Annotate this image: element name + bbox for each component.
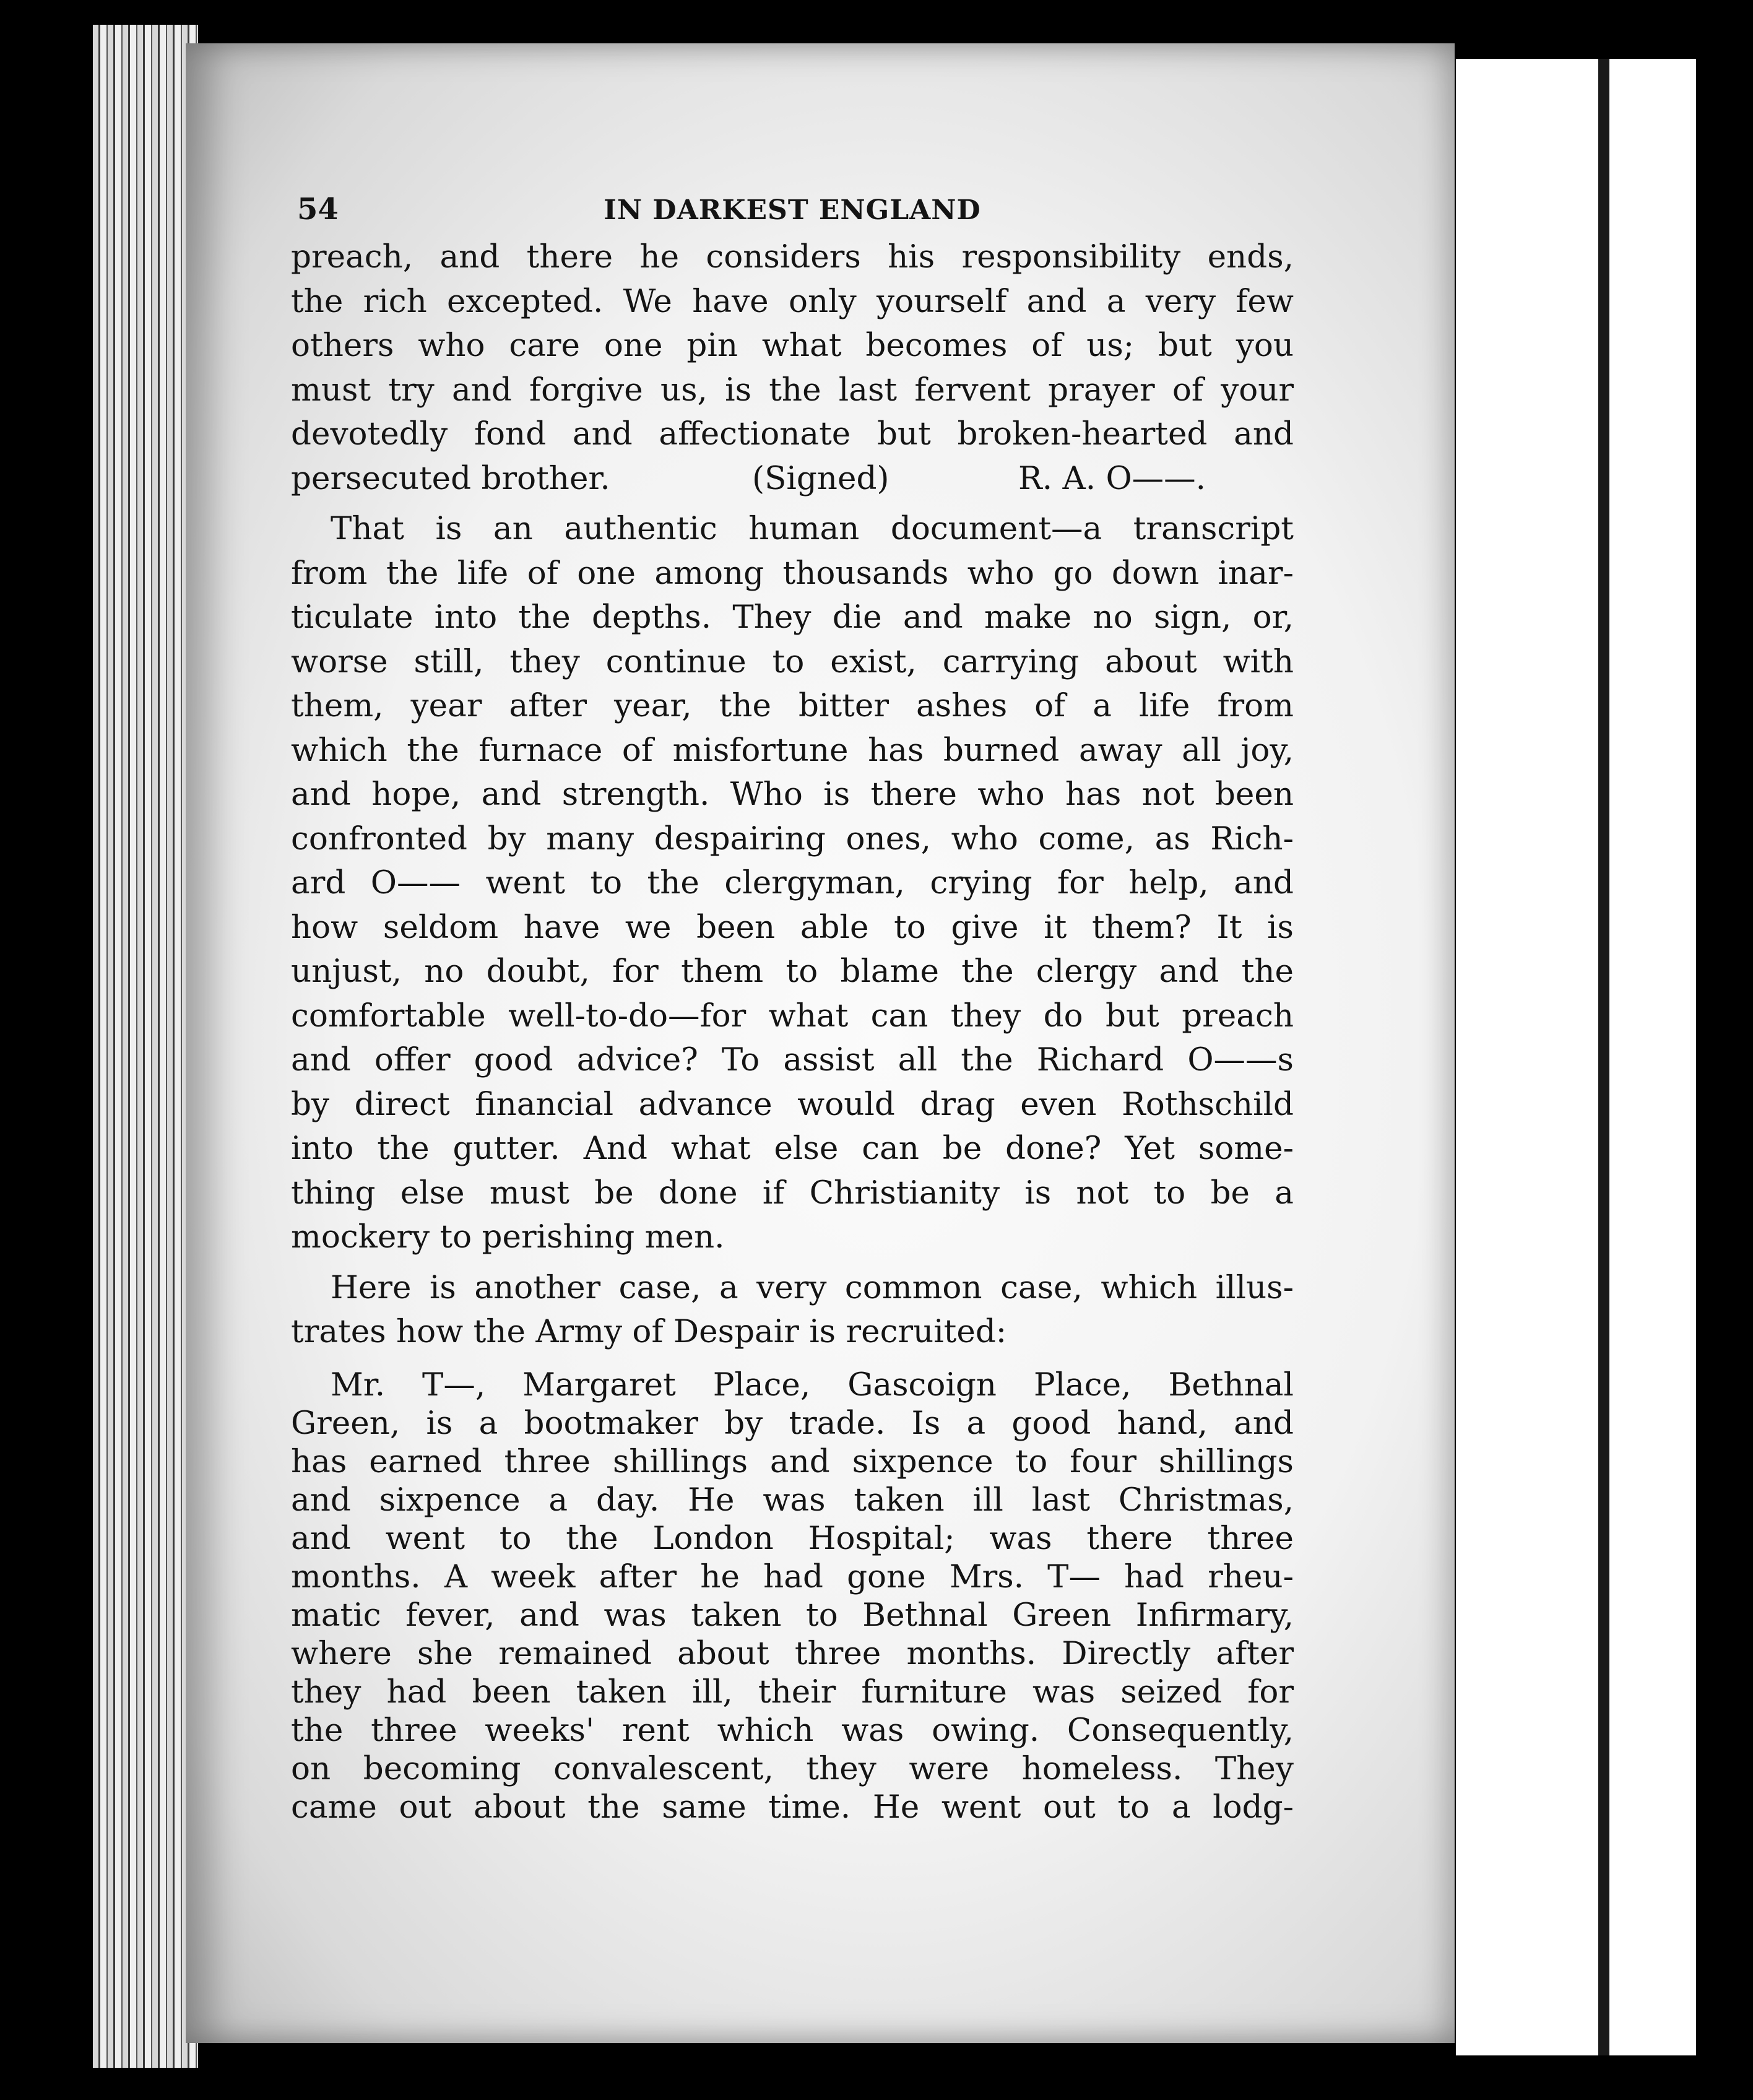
facing-page — [1456, 59, 1598, 2055]
text-line: thing else must be done if Christianity is not to be a — [291, 1174, 1294, 1212]
book-binding-edges — [93, 25, 198, 2068]
text-line: how seldom have we been able to give it them? It is — [291, 908, 1294, 946]
text-line: and hope, and strength. Who is there who has not been — [291, 776, 1294, 813]
signature-closing: persecuted brother. — [291, 459, 610, 497]
page-header — [291, 186, 1294, 235]
page-gutter — [1598, 59, 1609, 2055]
signature-line — [291, 457, 1294, 501]
signature-name: R. A. O——. — [1018, 459, 1206, 497]
text-line: and sixpence a day. He was taken ill last Christmas, — [291, 1481, 1294, 1519]
signature-label: (Signed) — [752, 459, 889, 497]
text-line: confronted by many despairing ones, who come, as Rich- — [291, 820, 1294, 857]
paragraph-case-study — [291, 1366, 1294, 1826]
text-line: Here is another case, a very common case, which illus- — [331, 1269, 1294, 1306]
text-line: them, year after year, the bitter ashes of a life from — [291, 687, 1294, 724]
text-line: on becoming convalescent, they were homeless. They — [291, 1750, 1294, 1787]
text-line: months. A week after he had gone Mrs. T— had rheu- — [291, 1558, 1294, 1595]
text-line: which the furnace of misfortune has burned away all joy, — [291, 731, 1294, 769]
text-line: others who care one pin what becomes of us; but you — [291, 327, 1294, 364]
text-line: worse still, they continue to exist, carrying about with — [291, 643, 1294, 680]
text-line: trates how the Army of Despair is recruited: — [291, 1313, 1007, 1350]
text-line: and offer good advice? To assist all the Richard O——s — [291, 1041, 1294, 1078]
facing-page-edge — [1609, 59, 1696, 2055]
text-line: has earned three shillings and sixpence to four shillings — [291, 1443, 1294, 1480]
text-line: by direct financial advance would drag even Rothschild — [291, 1085, 1294, 1123]
text-line: That is an authentic human document—a transcript — [331, 510, 1294, 547]
text-line: matic fever, and was taken to Bethnal Green Infirmary, — [291, 1596, 1294, 1634]
text-line: must try and forgive us, is the last fervent prayer of your — [291, 371, 1294, 409]
text-line: they had been taken ill, their furniture was seized for — [291, 1673, 1294, 1711]
text-line: preach, and there he considers his responsibility ends, — [291, 238, 1294, 276]
text-line: into the gutter. And what else can be done? Yet some- — [291, 1130, 1294, 1167]
text-line: ticulate into the depths. They die and make no sign, or, — [291, 599, 1294, 636]
running-title: IN DARKEST ENGLAND — [604, 194, 981, 226]
text-line: came out about the same time. He went out to a lodg- — [291, 1788, 1294, 1826]
text-line: Mr. T—, Margaret Place, Gascoign Place, Bethnal — [331, 1366, 1294, 1404]
text-line: Green, is a bootmaker by trade. Is a good hand, and — [291, 1404, 1294, 1442]
text-line: where she remained about three months. Directly after — [291, 1634, 1294, 1672]
paragraph-another-case — [291, 1266, 1294, 1355]
paragraph-letter-ending — [291, 235, 1294, 501]
text-line: and went to the London Hospital; was there three — [291, 1519, 1294, 1557]
paragraph-human-document — [291, 507, 1294, 1260]
text-line: devotedly fond and affectionate but broken-hearted and — [291, 415, 1294, 453]
text-line: ard O—— went to the clergyman, crying for help, and — [291, 864, 1294, 901]
page-number: 54 — [297, 192, 339, 227]
text-line: the three weeks' rent which was owing. Consequently, — [291, 1711, 1294, 1749]
text-line: the rich excepted. We have only yourself and a very few — [291, 282, 1294, 320]
text-line: mockery to perishing men. — [291, 1218, 725, 1256]
page-text — [291, 186, 1294, 1826]
text-line: comfortable well-to-do—for what can they do but preach — [291, 997, 1294, 1035]
text-line: from the life of one among thousands who go down inar- — [291, 554, 1294, 592]
text-line: unjust, no doubt, for them to blame the clergy and the — [291, 953, 1294, 990]
